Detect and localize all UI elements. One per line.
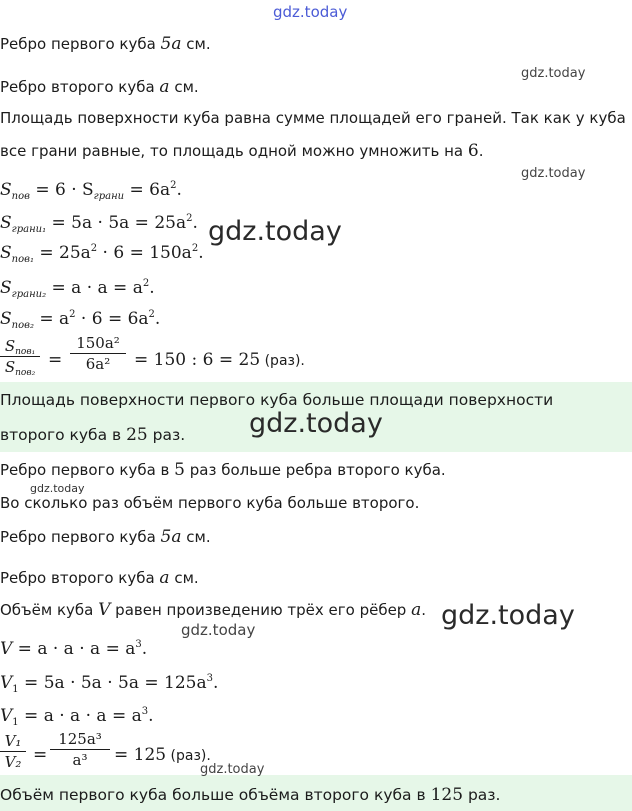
formula-volume-2: $V_1 = a \cdot a \cdot a = a^3$.: [0, 706, 154, 728]
ratio-lhs-fraction: $S_{пов_1}$ $S_{пов_2}$: [0, 337, 40, 376]
result-1-line-2: второго куба в 25 раз.: [0, 425, 186, 445]
formula-face-area-2: $S_{грани_2} = a \cdot a = a^2$.: [0, 278, 155, 300]
volume-ratio-equals: =: [33, 745, 48, 765]
ratio-rhs-fraction: 150a² 6a²: [70, 334, 126, 373]
formula-face-area-1: $S_{грани_1} = 5a \cdot 5a = 25a^2$.: [0, 213, 198, 235]
formula-volume-1: $V_1 = 5a \cdot 5a \cdot 5a = 125a^3$.: [0, 673, 219, 695]
edge-first-cube-line: Ребро первого куба 5a см.: [0, 34, 211, 54]
watermark-small-4: gdz.today: [200, 762, 265, 777]
p2-edge-second-cube: Ребро второго куба a см.: [0, 568, 199, 588]
surface-explanation-line-2: все грани равные, то площадь одной можно умножить на 6.: [0, 141, 484, 161]
p2-volume-explanation: Объём куба V равен произведению трёх его рёбер a.: [0, 600, 427, 620]
p2-question-line: Во сколько раз объём первого куба больше второго.: [0, 494, 420, 512]
ratio-result: = 150 : 6 = 25 (раз).: [134, 350, 305, 370]
watermark-small-2: gdz.today: [521, 166, 586, 181]
ratio-equals-1: =: [48, 350, 63, 370]
watermark-large-3: gdz.today: [441, 600, 575, 631]
result-2-line: Объём первого куба больше объёма второго куба в 125 раз.: [0, 785, 501, 805]
volume-ratio-lhs: V₁ V₂: [0, 732, 26, 771]
formula-surface-2: $S_{пов_2} = a^2 \cdot 6 = 6a^2$.: [0, 309, 161, 331]
watermark-top: gdz.today: [273, 3, 348, 21]
p2-edge-ratio-line: Ребро первого куба в 5 раз больше ребра второго куба.: [0, 460, 446, 480]
formula-volume-general: $V = a \cdot a \cdot a = a^3$.: [0, 639, 148, 659]
surface-explanation-line-1: Площадь поверхности куба равна сумме площадей его граней. Так как у куба: [0, 109, 626, 127]
volume-ratio-result: = 125 (раз).: [114, 745, 211, 765]
watermark-tiny: gdz.today: [30, 482, 85, 495]
result-1-line-1: Площадь поверхности первого куба больше площади поверхности: [0, 391, 554, 409]
watermark-small-1: gdz.today: [521, 66, 586, 81]
formula-surface-total: $S_{пов} = 6 \cdot S_{грани} = 6a^2$.: [0, 180, 182, 202]
edge-second-cube-line: Ребро второго куба a см.: [0, 77, 199, 97]
volume-ratio-rhs: 125a³ a³: [50, 730, 110, 769]
watermark-small-3: gdz.today: [181, 621, 256, 639]
watermark-large-2: gdz.today: [249, 408, 383, 439]
watermark-large-1: gdz.today: [208, 216, 342, 247]
p2-edge-first-cube: Ребро первого куба 5a см.: [0, 527, 211, 547]
formula-surface-1: $S_{пов_1} = 25a^2 \cdot 6 = 150a^2$.: [0, 243, 204, 265]
